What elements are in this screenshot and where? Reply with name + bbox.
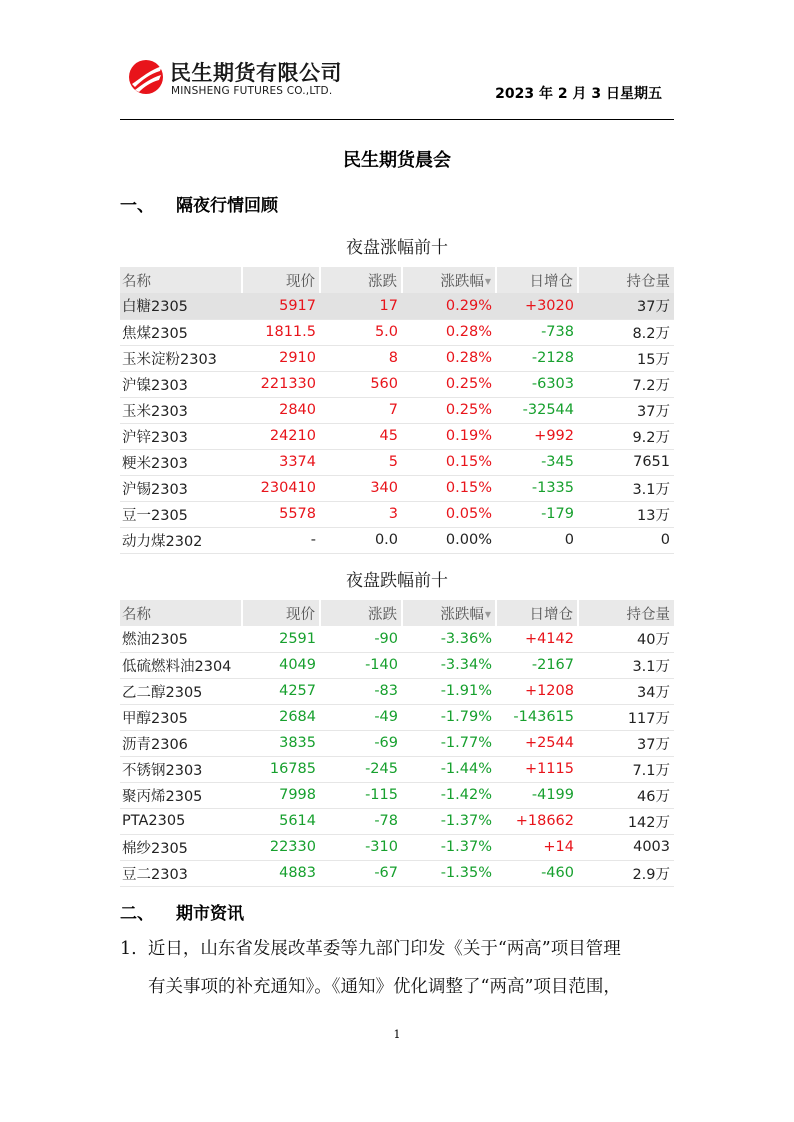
cell-change: -83 <box>320 678 402 704</box>
cell-pct: -1.42% <box>402 782 496 808</box>
cell-price: 3374 <box>242 449 320 475</box>
page-header <box>120 55 674 119</box>
cell-name: 不锈钢2303 <box>120 756 242 782</box>
cell-oi-change: -4199 <box>496 782 578 808</box>
cell-change: -140 <box>320 652 402 678</box>
col-oi-header[interactable]: 持仓量 <box>578 600 674 626</box>
table-row[interactable] <box>120 423 674 449</box>
table-row[interactable] <box>120 449 674 475</box>
company-logo <box>126 55 366 105</box>
cell-oi-change: -32544 <box>496 397 578 423</box>
cell-price: 2684 <box>242 704 320 730</box>
table-row[interactable] <box>120 293 674 319</box>
gainers-table <box>120 267 674 554</box>
table-row[interactable] <box>120 371 674 397</box>
cell-oi: 37万 <box>578 397 674 423</box>
section-number: 二、 <box>120 904 154 924</box>
cell-change: -310 <box>320 834 402 860</box>
col-price-header[interactable]: 现价 <box>242 600 320 626</box>
cell-change: 0.0 <box>320 527 402 553</box>
table-row[interactable] <box>120 704 674 730</box>
cell-oi-change: +18662 <box>496 808 578 834</box>
cell-oi-change: +3020 <box>496 293 578 319</box>
cell-pct: 0.29% <box>402 293 496 319</box>
table-row[interactable] <box>120 808 674 834</box>
table-row[interactable] <box>120 834 674 860</box>
cell-oi: 3.1万 <box>578 652 674 678</box>
cell-price: 5614 <box>242 808 320 834</box>
cell-price: 24210 <box>242 423 320 449</box>
table-row[interactable] <box>120 626 674 652</box>
col-oi-change-header[interactable]: 日增仓 <box>496 267 578 293</box>
cell-change: 3 <box>320 501 402 527</box>
losers-caption: 夜盘跌幅前十 <box>346 571 448 591</box>
col-name-header[interactable]: 名称 <box>120 600 242 626</box>
cell-pct: -1.37% <box>402 808 496 834</box>
cell-oi: 13万 <box>578 501 674 527</box>
losers-table <box>120 600 674 887</box>
cell-oi: 8.2万 <box>578 319 674 345</box>
cell-name: 豆二2303 <box>120 860 242 886</box>
cell-name: 玉米淀粉2303 <box>120 345 242 371</box>
cell-pct: 0.15% <box>402 449 496 475</box>
cell-oi: 7.1万 <box>578 756 674 782</box>
cell-pct: 0.00% <box>402 527 496 553</box>
cell-price: 2910 <box>242 345 320 371</box>
cell-oi-change: +2544 <box>496 730 578 756</box>
report-date: 2023 年 2 月 3 日星期五 <box>495 86 662 102</box>
cell-name: 低硫燃料油2304 <box>120 652 242 678</box>
cell-oi: 142万 <box>578 808 674 834</box>
cell-oi-change: -2167 <box>496 652 578 678</box>
cell-pct: 0.28% <box>402 345 496 371</box>
cell-oi: 9.2万 <box>578 423 674 449</box>
cell-oi-change: +1208 <box>496 678 578 704</box>
cell-pct: 0.25% <box>402 371 496 397</box>
col-pct-label: 涨跌幅 <box>440 273 484 290</box>
cell-change: 340 <box>320 475 402 501</box>
cell-oi-change: -738 <box>496 319 578 345</box>
cell-price: - <box>242 527 320 553</box>
table-row[interactable] <box>120 652 674 678</box>
cell-price: 4049 <box>242 652 320 678</box>
cell-oi: 40万 <box>578 626 674 652</box>
cell-change: -69 <box>320 730 402 756</box>
cell-oi-change: 0 <box>496 527 578 553</box>
sort-desc-icon: ▼ <box>484 610 491 619</box>
col-name-header[interactable]: 名称 <box>120 267 242 293</box>
news-line-1-text: 近日，山东省发展改革委等九部门印发《关于“两高”项目管理 <box>147 939 621 959</box>
cell-oi-change: -345 <box>496 449 578 475</box>
cell-price: 2840 <box>242 397 320 423</box>
cell-name: 甲醇2305 <box>120 704 242 730</box>
cell-oi: 15万 <box>578 345 674 371</box>
cell-name: 燃油2305 <box>120 626 242 652</box>
gainers-caption: 夜盘涨幅前十 <box>346 238 448 258</box>
col-change-header[interactable]: 涨跌 <box>320 267 402 293</box>
cell-pct: 0.28% <box>402 319 496 345</box>
page-number: 1 <box>393 1028 401 1041</box>
cell-name: 粳米2303 <box>120 449 242 475</box>
table-row[interactable] <box>120 319 674 345</box>
cell-change: 5 <box>320 449 402 475</box>
table-row[interactable] <box>120 527 674 553</box>
table-header-row <box>120 267 674 293</box>
col-oi-change-header[interactable]: 日增仓 <box>496 600 578 626</box>
cell-price: 3835 <box>242 730 320 756</box>
cell-name: 沪锌2303 <box>120 423 242 449</box>
cell-name: 白糖2305 <box>120 293 242 319</box>
cell-change: -90 <box>320 626 402 652</box>
cell-oi-change: +992 <box>496 423 578 449</box>
cell-name: 聚丙烯2305 <box>120 782 242 808</box>
cell-pct: -1.44% <box>402 756 496 782</box>
cell-oi: 37万 <box>578 730 674 756</box>
cell-name: PTA2305 <box>120 808 242 834</box>
cell-price: 1811.5 <box>242 319 320 345</box>
cell-oi: 0 <box>578 527 674 553</box>
cell-oi-change: -2128 <box>496 345 578 371</box>
cell-pct: -1.77% <box>402 730 496 756</box>
section-number: 一、 <box>120 196 154 216</box>
cell-oi: 2.9万 <box>578 860 674 886</box>
section-title: 隔夜行情回顾 <box>176 196 278 216</box>
cell-name: 玉米2303 <box>120 397 242 423</box>
cell-price: 230410 <box>242 475 320 501</box>
cell-change: -78 <box>320 808 402 834</box>
cell-change: -49 <box>320 704 402 730</box>
cell-change: 8 <box>320 345 402 371</box>
cell-oi: 34万 <box>578 678 674 704</box>
cell-pct: -3.34% <box>402 652 496 678</box>
cell-price: 7998 <box>242 782 320 808</box>
cell-change: -245 <box>320 756 402 782</box>
cell-oi-change: -460 <box>496 860 578 886</box>
table-row[interactable] <box>120 475 674 501</box>
news-item-number: 1. <box>120 939 137 959</box>
cell-pct: 0.19% <box>402 423 496 449</box>
company-name-en: MINSHENG FUTURES CO.,LTD. <box>171 85 333 97</box>
cell-name: 乙二醇2305 <box>120 678 242 704</box>
section-heading-overnight <box>120 191 278 216</box>
cell-change: 7 <box>320 397 402 423</box>
cell-change: 45 <box>320 423 402 449</box>
table-row[interactable] <box>120 782 674 808</box>
cell-pct: 0.25% <box>402 397 496 423</box>
cell-change: -115 <box>320 782 402 808</box>
col-pct-header[interactable] <box>402 267 496 293</box>
cell-oi: 7.2万 <box>578 371 674 397</box>
cell-oi: 37万 <box>578 293 674 319</box>
section-heading-news <box>120 899 244 924</box>
cell-price: 22330 <box>242 834 320 860</box>
cell-name: 沪锡2303 <box>120 475 242 501</box>
cell-oi: 46万 <box>578 782 674 808</box>
cell-oi-change: -179 <box>496 501 578 527</box>
cell-price: 4257 <box>242 678 320 704</box>
cell-oi-change: -6303 <box>496 371 578 397</box>
cell-price: 16785 <box>242 756 320 782</box>
table-row[interactable] <box>120 345 674 371</box>
col-change-header[interactable]: 涨跌 <box>320 600 402 626</box>
cell-price: 221330 <box>242 371 320 397</box>
cell-name: 豆一2305 <box>120 501 242 527</box>
cell-change: -67 <box>320 860 402 886</box>
cell-change: 5.0 <box>320 319 402 345</box>
cell-oi: 117万 <box>578 704 674 730</box>
cell-pct: -1.91% <box>402 678 496 704</box>
cell-price: 4883 <box>242 860 320 886</box>
cell-oi: 3.1万 <box>578 475 674 501</box>
document-title: 民生期货晨会 <box>343 150 451 171</box>
sort-desc-icon: ▼ <box>484 277 491 286</box>
cell-pct: -1.35% <box>402 860 496 886</box>
table-row[interactable] <box>120 397 674 423</box>
company-name-cn: 民生期货有限公司 <box>170 61 342 85</box>
cell-name: 沪镍2303 <box>120 371 242 397</box>
cell-pct: -3.36% <box>402 626 496 652</box>
col-oi-header[interactable]: 持仓量 <box>578 267 674 293</box>
news-paragraph <box>120 930 680 1006</box>
cell-price: 5578 <box>242 501 320 527</box>
table-row[interactable] <box>120 678 674 704</box>
cell-pct: -1.79% <box>402 704 496 730</box>
cell-price: 2591 <box>242 626 320 652</box>
cell-oi-change: +4142 <box>496 626 578 652</box>
col-pct-label: 涨跌幅 <box>440 606 484 623</box>
cell-pct: 0.05% <box>402 501 496 527</box>
cell-name: 棉纱2305 <box>120 834 242 860</box>
col-pct-header[interactable] <box>402 600 496 626</box>
cell-oi-change: +14 <box>496 834 578 860</box>
cell-name: 沥青2306 <box>120 730 242 756</box>
cell-oi-change: -1335 <box>496 475 578 501</box>
table-row[interactable] <box>120 860 674 886</box>
cell-oi-change: +1115 <box>496 756 578 782</box>
table-header-row <box>120 600 674 626</box>
section-title: 期市资讯 <box>176 904 244 924</box>
table-row[interactable] <box>120 501 674 527</box>
cell-pct: 0.15% <box>402 475 496 501</box>
cell-price: 5917 <box>242 293 320 319</box>
header-divider <box>120 119 674 120</box>
table-row[interactable] <box>120 730 674 756</box>
news-line-2: 有关事项的补充通知》。《通知》优化调整了“两高”项目范围， <box>148 977 621 997</box>
cell-oi: 7651 <box>578 449 674 475</box>
col-price-header[interactable]: 现价 <box>242 267 320 293</box>
news-line-1 <box>120 930 680 968</box>
cell-oi-change: -143615 <box>496 704 578 730</box>
cell-name: 动力煤2302 <box>120 527 242 553</box>
cell-change: 17 <box>320 293 402 319</box>
cell-oi: 4003 <box>578 834 674 860</box>
table-row[interactable] <box>120 756 674 782</box>
cell-name: 焦煤2305 <box>120 319 242 345</box>
cell-pct: -1.37% <box>402 834 496 860</box>
cell-change: 560 <box>320 371 402 397</box>
minsheng-logo-icon <box>126 57 166 97</box>
